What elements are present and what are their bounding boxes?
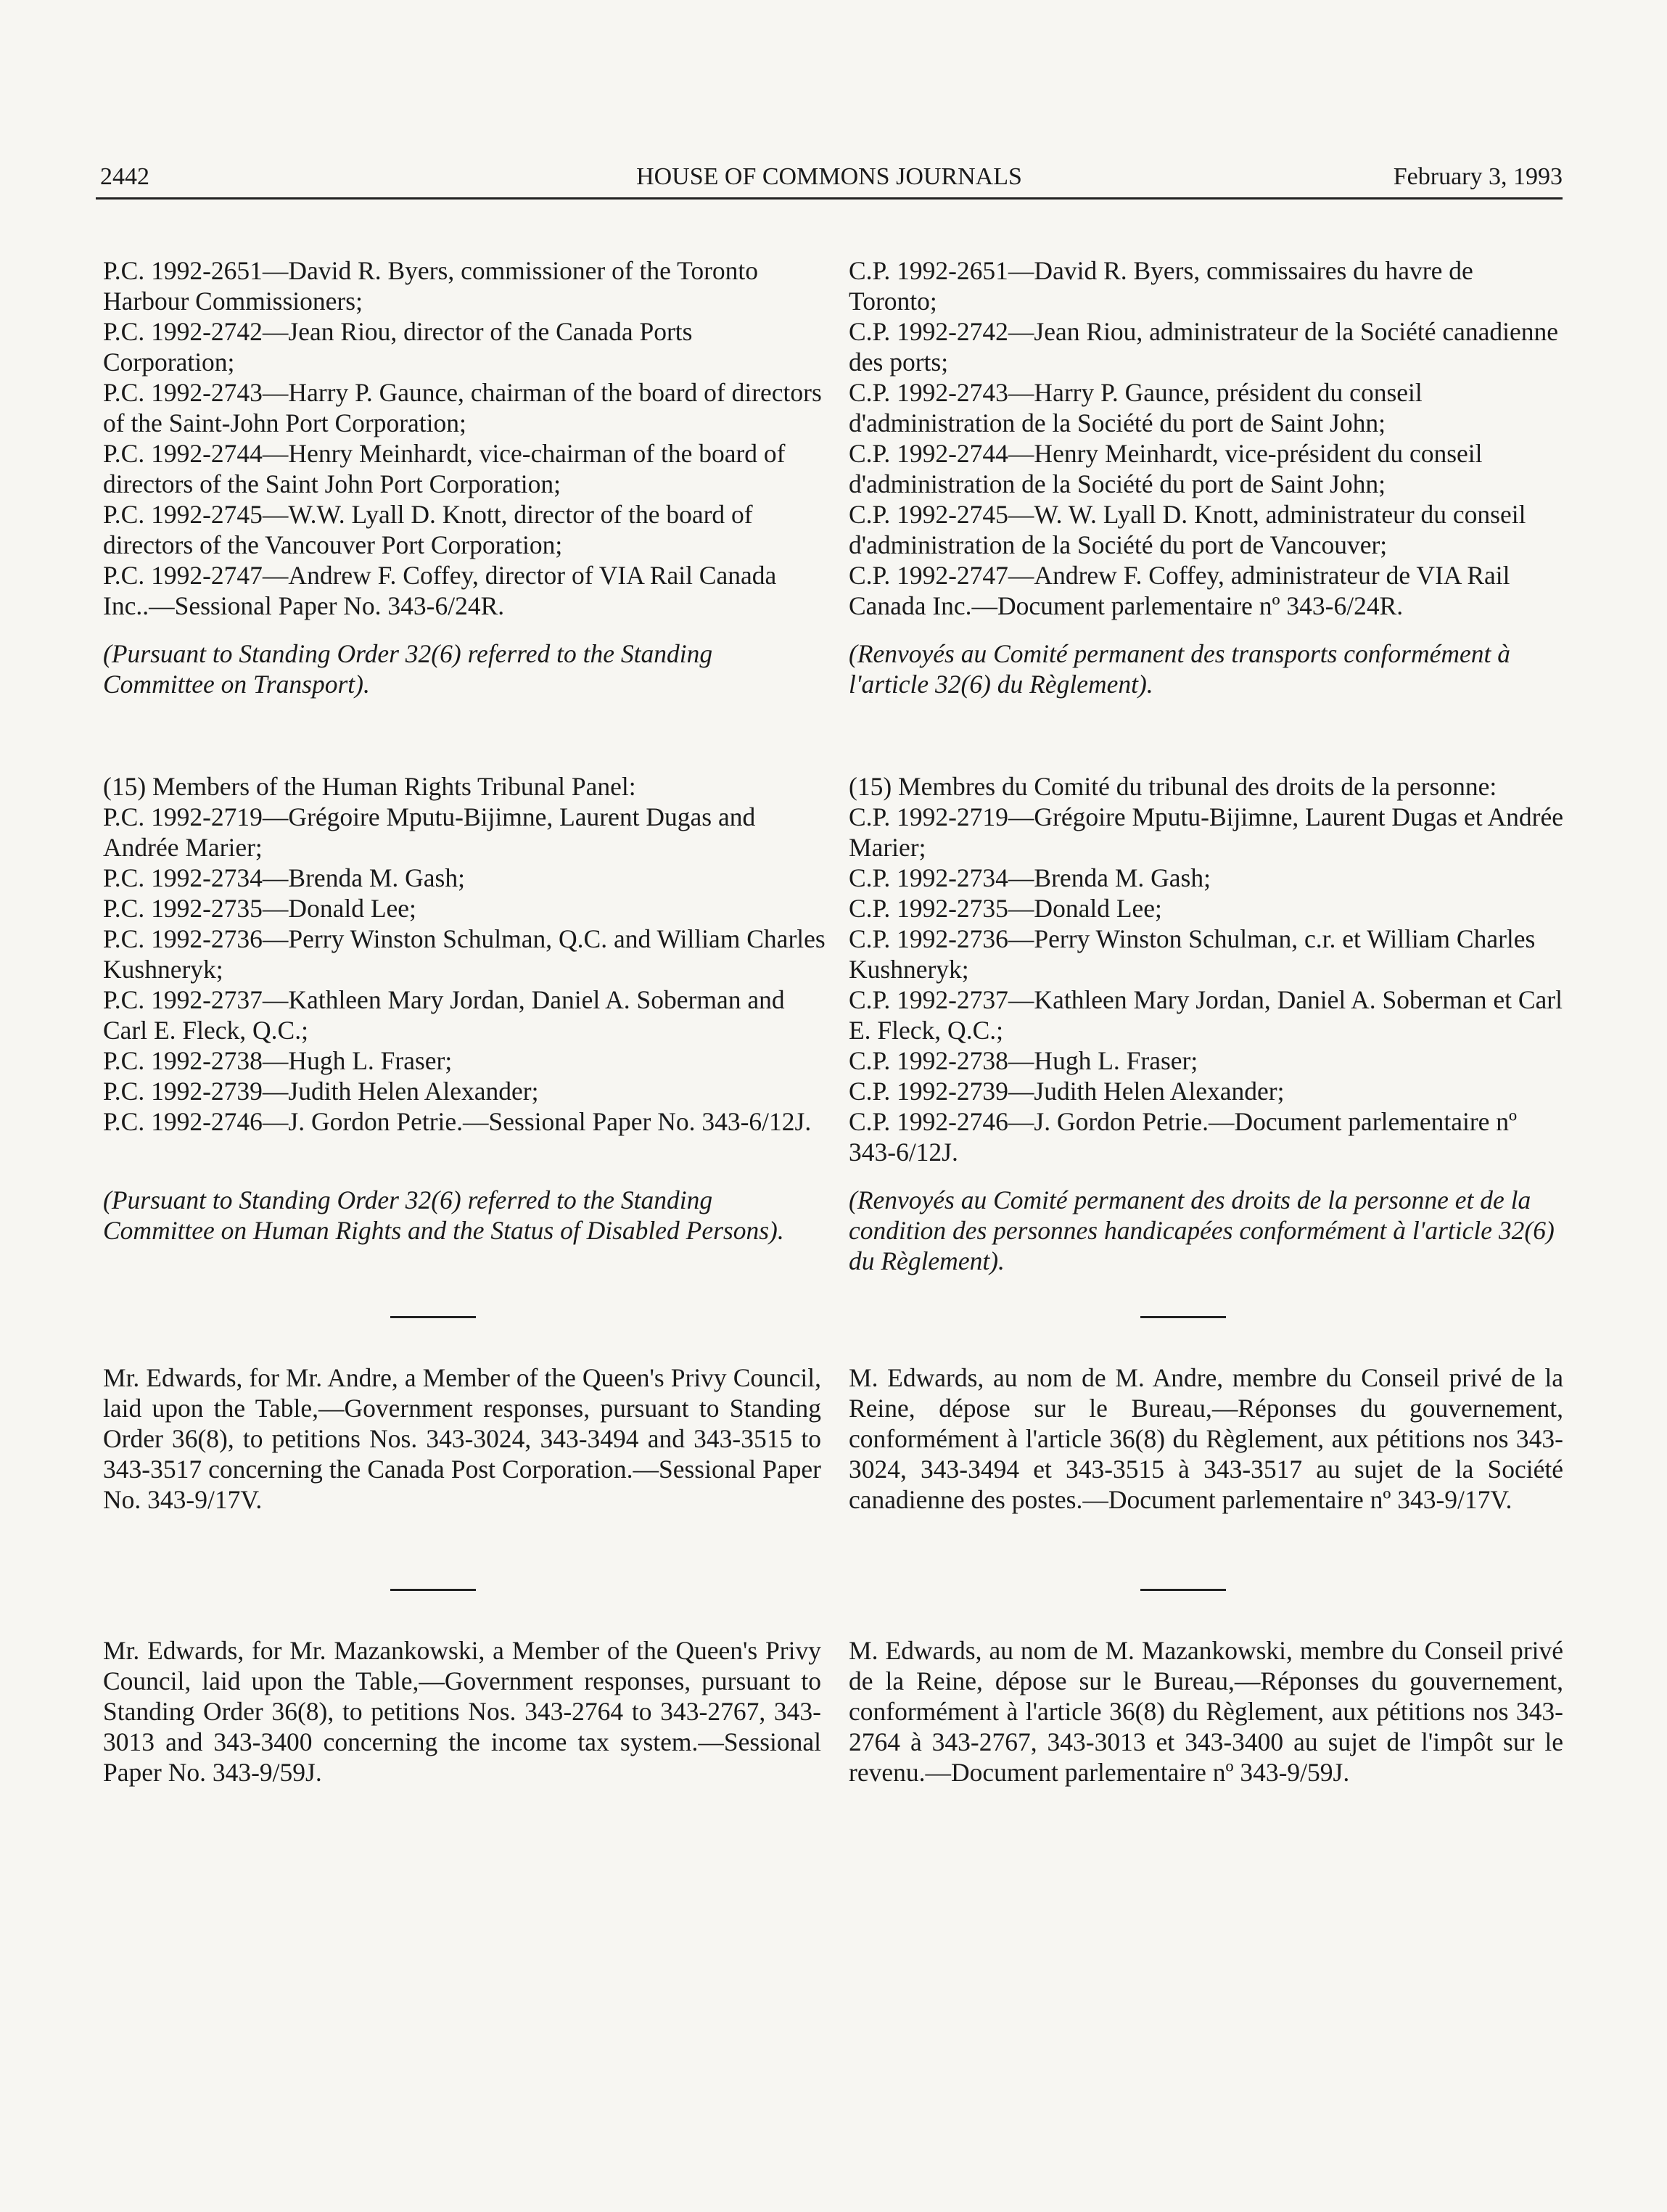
list-item: C.P. 1992-2745—W. W. Lyall D. Knott, administrateur du conseil d'administration de la Société du port de Vancouver;: [849, 500, 1526, 559]
list-item: C.P. 1992-2744—Henry Meinhardt, vice-président du conseil d'administration de la Société du port de Saint John;: [849, 439, 1483, 498]
list-item: P.C. 1992-2738—Hugh L. Fraser;: [103, 1046, 453, 1075]
list-item: P.C. 1992-2719—Grégoire Mputu-Bijimne, Laurent Dugas and Andrée Marier;: [103, 802, 756, 862]
section-heading: (15) Membres du Comité du tribunal des droits de la personne:: [849, 772, 1497, 801]
list-item: C.P. 1992-2746—J. Gordon Petrie.—Document parlementaire nº 343-6/12J.: [849, 1107, 1518, 1167]
section-divider: [1140, 1316, 1226, 1318]
list-item: C.P. 1992-2736—Perry Winston Schulman, c.r. et William Charles Kushneryk;: [849, 924, 1536, 984]
transport-referral-en: (Pursuant to Standing Order 32(6) referred to the Standing Committee on Transport).: [103, 639, 713, 699]
journal-title: HOUSE OF COMMONS JOURNALS: [636, 163, 1022, 190]
list-item: P.C. 1992-2736—Perry Winston Schulman, Q.C. and William Charles Kushneryk;: [103, 924, 826, 984]
page-number: 2442: [100, 163, 149, 190]
list-item: P.C. 1992-2742—Jean Riou, director of the Canada Ports Corporation;: [103, 317, 693, 377]
list-item: C.P. 1992-2651—David R. Byers, commissaires du havre de Toronto;: [849, 256, 1473, 316]
transport-referral-fr: (Renvoyés au Comité permanent des transports conformément à l'article 32(6) du Règlement).: [849, 639, 1510, 699]
list-item: C.P. 1992-2719—Grégoire Mputu-Bijimne, Laurent Dugas et Andrée Marier;: [849, 802, 1563, 862]
section-divider: [1140, 1589, 1226, 1591]
transport-appointments-en: [103, 255, 828, 621]
list-item: P.C. 1992-2743—Harry P. Gaunce, chairman of the board of directors of the Saint-John Port Corporation;: [103, 378, 822, 437]
mazankowski-paragraph-en: Mr. Edwards, for Mr. Mazankowski, a Member of the Queen's Privy Council, laid upon the Table,—Government responses, pursuant to Standing Order 36(8), to petitions Nos. 343-2764 to 343-2767, 343-3013 and 343-3400 concerning the income tax system.—Sessional Paper No. 343-9/59J.: [103, 1636, 821, 1787]
section-heading: (15) Members of the Human Rights Tribunal Panel:: [103, 772, 636, 801]
list-item: P.C. 1992-2745—W.W. Lyall D. Knott, director of the board of directors of the Vancouver Port Corporation;: [103, 500, 753, 559]
list-item: P.C. 1992-2747—Andrew F. Coffey, director of VIA Rail Canada Inc..—Sessional Paper No. 343-6/24R.: [103, 561, 777, 620]
human-rights-appointments-en: [103, 771, 828, 1137]
andre-paragraph-fr: M. Edwards, au nom de M. Andre, membre du Conseil privé de la Reine, dépose sur le Bureau,—Réponses du gouvernement, conformément à l'article 36(8) du Règlement, aux pétitions nos 343-3024, 343-3494 et 343-3515 à 343-3517 au sujet de la Société canadienne des postes.—Document parlementaire nº 343-9/17V.: [849, 1363, 1563, 1514]
list-item: C.P. 1992-2735—Donald Lee;: [849, 894, 1162, 923]
list-item: C.P. 1992-2739—Judith Helen Alexander;: [849, 1077, 1285, 1106]
english-column: [103, 255, 828, 621]
list-item: C.P. 1992-2737—Kathleen Mary Jordan, Daniel A. Soberman et Carl E. Fleck, Q.C.;: [849, 985, 1563, 1045]
human-rights-referral-fr: (Renvoyés au Comité permanent des droits de la personne et de la condition des personnes handicapées conformément à l'article 32(6) du Règlement).: [849, 1185, 1555, 1275]
list-item: P.C. 1992-2739—Judith Helen Alexander;: [103, 1077, 539, 1106]
french-column: [849, 255, 1563, 621]
page-date: February 3, 1993: [1393, 163, 1563, 190]
transport-appointments-fr: [849, 255, 1563, 621]
list-item: P.C. 1992-2735—Donald Lee;: [103, 894, 416, 923]
list-item: P.C. 1992-2746—J. Gordon Petrie.—Sessional Paper No. 343-6/12J.: [103, 1107, 812, 1136]
andre-paragraph-en: Mr. Edwards, for Mr. Andre, a Member of the Queen's Privy Council, laid upon the Table,—Government responses, pursuant to Standing Order 36(8), to petitions Nos. 343-3024, 343-3494 and 343-3515 to 343-3517 concerning the Canada Post Corporation.—Sessional Paper No. 343-9/17V.: [103, 1363, 821, 1514]
human-rights-appointments-fr: [849, 771, 1563, 1167]
section-divider: [390, 1316, 476, 1318]
list-item: P.C. 1992-2744—Henry Meinhardt, vice-chairman of the board of directors of the Saint John Port Corporation;: [103, 439, 786, 498]
list-item: C.P. 1992-2738—Hugh L. Fraser;: [849, 1046, 1198, 1075]
list-item: C.P. 1992-2743—Harry P. Gaunce, président du conseil d'administration de la Société du port de Saint John;: [849, 378, 1423, 437]
human-rights-referral-en: (Pursuant to Standing Order 32(6) referred to the Standing Committee on Human Rights and the Status of Disabled Persons).: [103, 1185, 784, 1245]
list-item: C.P. 1992-2742—Jean Riou, administrateur de la Société canadienne des ports;: [849, 317, 1558, 377]
list-item: P.C. 1992-2737—Kathleen Mary Jordan, Daniel A. Soberman and Carl E. Fleck, Q.C.;: [103, 985, 785, 1045]
mazankowski-paragraph-fr: M. Edwards, au nom de M. Mazankowski, membre du Conseil privé de la Reine, dépose sur le Bureau,—Réponses du gouvernement, conformément à l'article 36(8) du Règlement, aux pétitions nos 343-2764 à 343-2767, 343-3013 et 343-3400 au sujet de l'impôt sur le revenu.—Document parlementaire nº 343-9/59J.: [849, 1636, 1563, 1787]
list-item: C.P. 1992-2747—Andrew F. Coffey, administrateur de VIA Rail Canada Inc.—Document parlementaire nº 343-6/24R.: [849, 561, 1510, 620]
list-item: P.C. 1992-2734—Brenda M. Gash;: [103, 863, 465, 892]
page-header: [96, 161, 1563, 200]
section-divider: [390, 1589, 476, 1591]
list-item: P.C. 1992-2651—David R. Byers, commissioner of the Toronto Harbour Commissioners;: [103, 256, 759, 316]
list-item: C.P. 1992-2734—Brenda M. Gash;: [849, 863, 1211, 892]
